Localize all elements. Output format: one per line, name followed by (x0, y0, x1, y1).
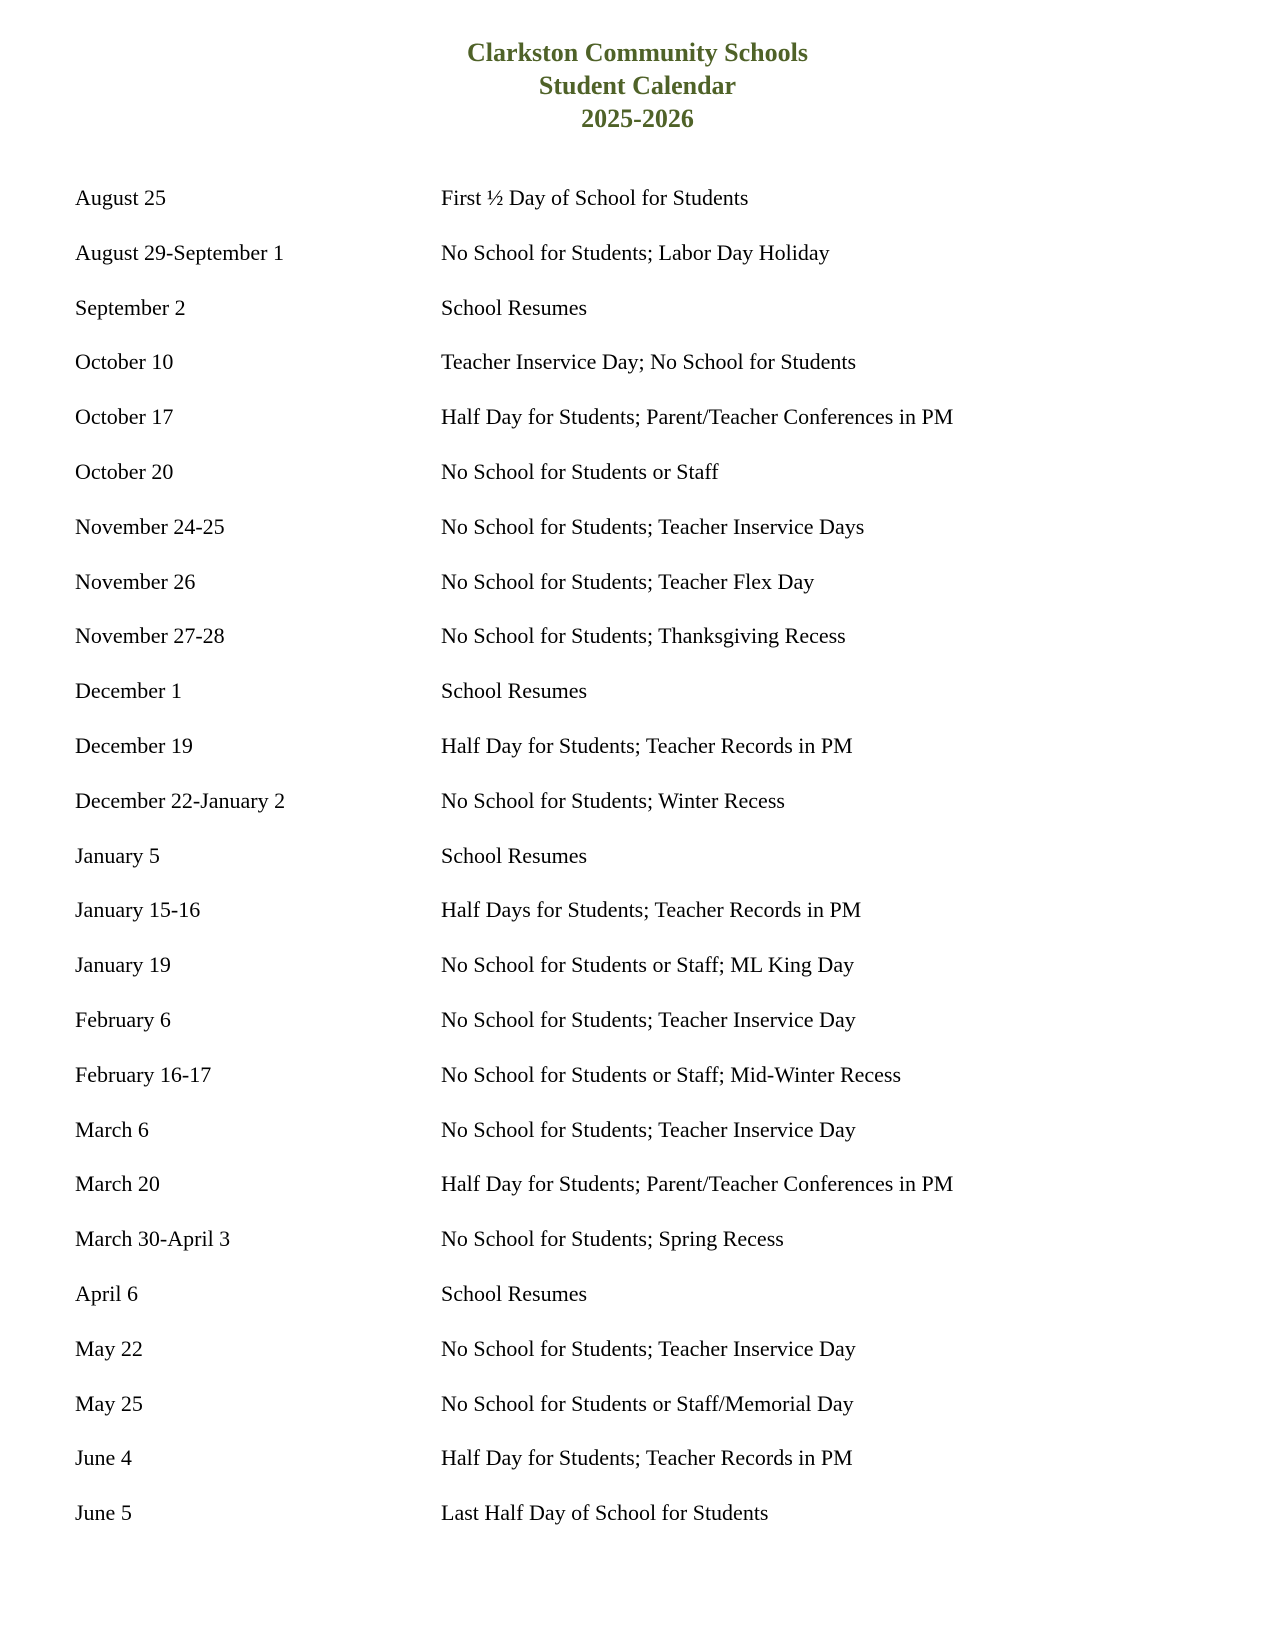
calendar-entry (0, 1279, 1275, 1334)
entry-date: April 6 (75, 1280, 138, 1306)
entry-date: November 26 (75, 568, 196, 594)
calendar-entry (0, 621, 1275, 676)
entry-event: School Resumes (441, 294, 588, 320)
calendar-entry (0, 1060, 1275, 1115)
entry-event: First ½ Day of School for Students (441, 185, 749, 210)
calendar-entry (0, 676, 1275, 731)
entry-event: Half Day for Students; Teacher Records in PM (441, 732, 853, 758)
entry-event: No School for Students; Teacher Inservice Days (441, 513, 865, 539)
entry-event: No School for Students; Teacher Inservice Day (441, 1006, 856, 1032)
calendar-entry (0, 1443, 1275, 1498)
calendar-list (0, 183, 1275, 1553)
entry-date: September 2 (75, 294, 186, 320)
entry-event: No School for Students or Staff; ML King Day (441, 952, 855, 978)
entry-date: October 20 (75, 458, 174, 484)
entry-date: February 6 (75, 1006, 171, 1032)
calendar-entry (0, 512, 1275, 567)
entry-date: January 19 (75, 952, 171, 978)
calendar-entry (0, 238, 1275, 293)
calendar-entry (0, 183, 1275, 238)
calendar-entry (0, 731, 1275, 786)
calendar-entry (0, 1115, 1275, 1170)
entry-date: November 27-28 (75, 623, 225, 649)
entry-event: No School for Students or Staff/Memorial Day (441, 1390, 854, 1416)
entry-event: No School for Students or Staff; Mid-Winter Recess (441, 1061, 902, 1087)
calendar-entry (0, 1224, 1275, 1279)
entry-event: No School for Students; Teacher Inservice Day (441, 1335, 856, 1361)
entry-event: Last Half Day of School for Students (441, 1500, 769, 1526)
entry-event: No School for Students; Labor Day Holiday (441, 239, 830, 265)
school-year: 2025-2026 (581, 104, 694, 133)
entry-date: November 24-25 (75, 513, 225, 539)
entry-date: December 1 (75, 678, 182, 704)
calendar-entry (0, 1498, 1275, 1553)
entry-event: School Resumes (441, 1280, 588, 1306)
entry-date: January 5 (75, 842, 160, 868)
calendar-entry (0, 347, 1275, 402)
entry-event: School Resumes (441, 842, 588, 868)
entry-event: No School for Students; Teacher Inservice Day (441, 1116, 856, 1142)
entry-event: Half Day for Students; Teacher Records in PM (441, 1445, 853, 1471)
entry-date: June 5 (75, 1500, 132, 1526)
calendar-entry (0, 567, 1275, 622)
entry-date: May 25 (75, 1390, 143, 1416)
entry-date: August 29-September 1 (75, 239, 284, 265)
entry-event: School Resumes (441, 678, 588, 704)
entry-date: June 4 (75, 1445, 132, 1471)
entry-date: January 15-16 (75, 897, 201, 923)
calendar-entry (0, 1169, 1275, 1224)
entry-event: Half Day for Students; Parent/Teacher Conferences in PM (441, 404, 954, 430)
entry-event: Half Days for Students; Teacher Records in PM (441, 897, 862, 923)
entry-event: Half Day for Students; Parent/Teacher Conferences in PM (441, 1171, 954, 1197)
entry-date: August 25 (75, 185, 167, 210)
entry-date: December 19 (75, 732, 193, 758)
calendar-entry (0, 841, 1275, 896)
entry-date: March 30-April 3 (75, 1226, 231, 1252)
entry-event: No School for Students; Winter Recess (441, 787, 785, 813)
calendar-entry (0, 1334, 1275, 1389)
calendar-entry (0, 950, 1275, 1005)
entry-date: October 10 (75, 349, 174, 375)
calendar-entry (0, 293, 1275, 348)
entry-date: March 20 (75, 1171, 160, 1197)
entry-date: October 17 (75, 404, 174, 430)
entry-event: No School for Students; Teacher Flex Day (441, 568, 815, 594)
calendar-entry (0, 786, 1275, 841)
entry-event: No School for Students; Spring Recess (441, 1226, 784, 1252)
calendar-entry (0, 457, 1275, 512)
calendar-title: Student Calendar (538, 71, 737, 100)
document-header (0, 36, 1275, 135)
entry-date: December 22-January 2 (75, 787, 286, 813)
entry-event: Teacher Inservice Day; No School for Students (441, 349, 857, 375)
calendar-entry (0, 1389, 1275, 1444)
calendar-entry (0, 1005, 1275, 1060)
entry-date: May 22 (75, 1335, 143, 1361)
district-name: Clarkston Community Schools (467, 38, 808, 67)
calendar-entry (0, 402, 1275, 457)
entry-date: March 6 (75, 1116, 149, 1142)
entry-event: No School for Students; Thanksgiving Recess (441, 623, 846, 649)
entry-event: No School for Students or Staff (441, 458, 719, 484)
calendar-entry (0, 895, 1275, 950)
entry-date: February 16-17 (75, 1061, 212, 1087)
